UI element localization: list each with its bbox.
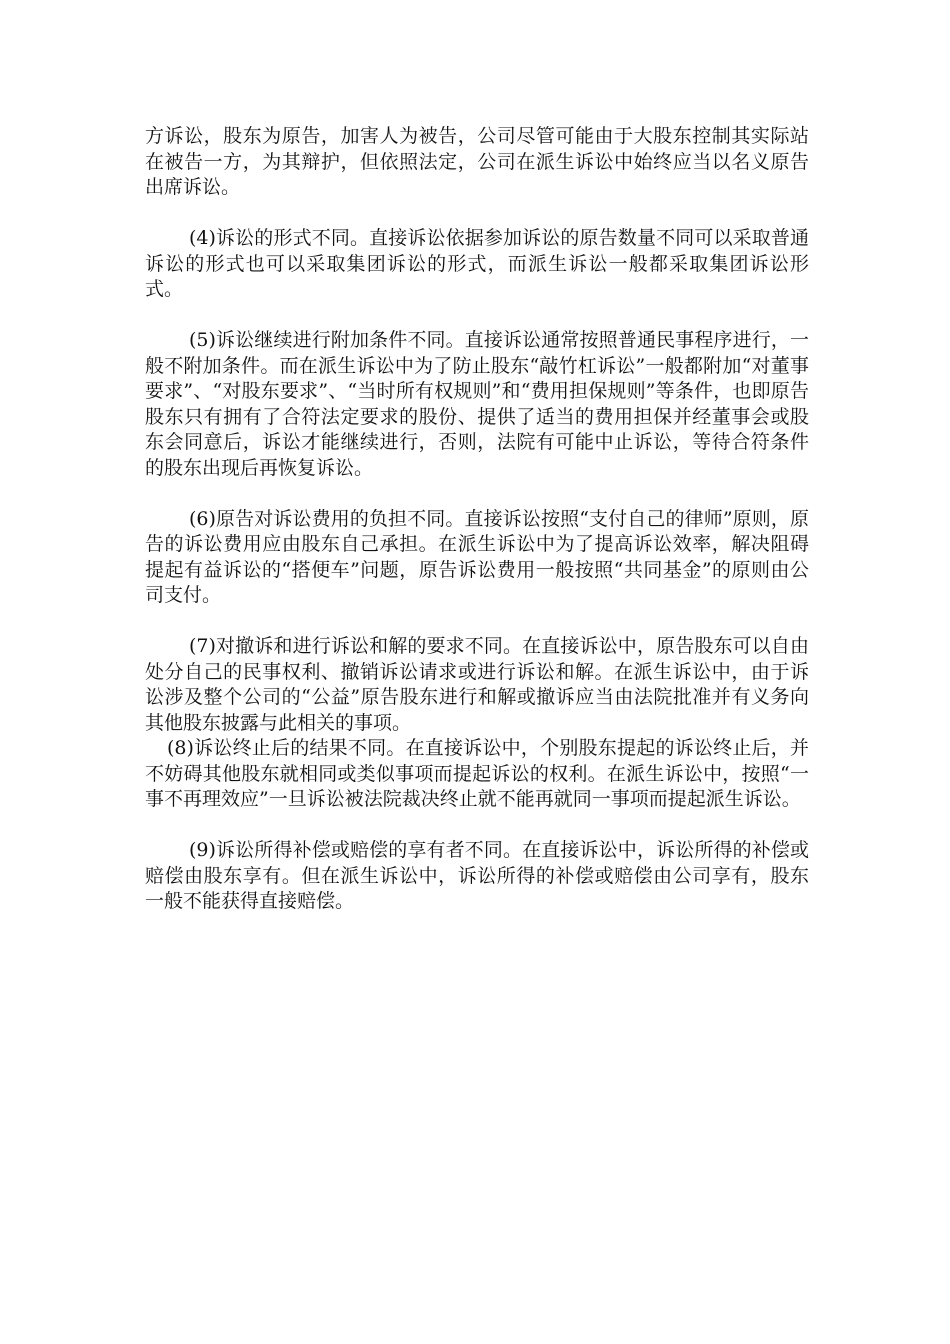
paragraph-item-7: (7)对撤诉和进行诉讼和解的要求不同。在直接诉讼中，原告股东可以自由处分自己的民事权利、撤销诉讼请求或进行诉讼和解。在派生诉讼中，由于诉讼涉及整个公司的“公益”原告股东进行和解或撤诉应当由法院批准并有义务向其他股东披露与此相关的事项。 — [145, 635, 809, 734]
paragraph-item-6: (6)原告对诉讼费用的负担不同。直接诉讼按照“支付自己的律师”原则，原告的诉讼费用应由股东自己承担。在派生诉讼中为了提高诉讼效率，解决阻碍提起有益诉讼的“搭便车”问题，原告诉讼费用一般按照“共同基金”的原则由公司支付。 — [145, 507, 809, 606]
paragraph-item-4: (4)诉讼的形式不同。直接诉讼依据参加诉讼的原告数量不同可以采取普通诉讼的形式也可以采取集团诉讼的形式，而派生诉讼一般都采取集团诉讼形式。 — [145, 227, 809, 300]
paragraph-item-8: (8)诉讼终止后的结果不同。在直接诉讼中，个别股东提起的诉讼终止后，并不妨碍其他股东就相同或类似事项而提起诉讼的权利。在派生诉讼中，按照“一事不再理效应”一旦诉讼被法院裁决终止就不能再就同一事项而提起派生诉讼。 — [145, 737, 809, 810]
paragraph-item-9: (9)诉讼所得补偿或赔偿的享有者不同。在直接诉讼中，诉讼所得的补偿或赔偿由股东享有。但在派生诉讼中，诉讼所得的补偿或赔偿由公司享有，股东一般不能获得直接赔偿。 — [145, 839, 809, 912]
paragraph-item-5: (5)诉讼继续进行附加条件不同。直接诉讼通常按照普通民事程序进行，一般不附加条件。而在派生诉讼中为了防止股东“敲竹杠诉讼”一般都附加“对董事要求”、“对股东要求”、“当时所有权规则”和“费用担保规则”等条件，也即原告股东只有拥有了合符法定要求的股份、提供了适当的费用担保并经董事会或股东会同意后，诉讼才能继续进行，否则，法院有可能中止诉讼，等待合符条件的股东出现后再恢复诉讼。 — [145, 329, 809, 479]
paragraph-continuation: 方诉讼，股东为原告，加害人为被告，公司尽管可能由于大股东控制其实际站在被告一方，为其辩护，但依照法定，公司在派生诉讼中始终应当以名义原告出席诉讼。 — [145, 125, 809, 198]
document-body — [145, 124, 809, 915]
